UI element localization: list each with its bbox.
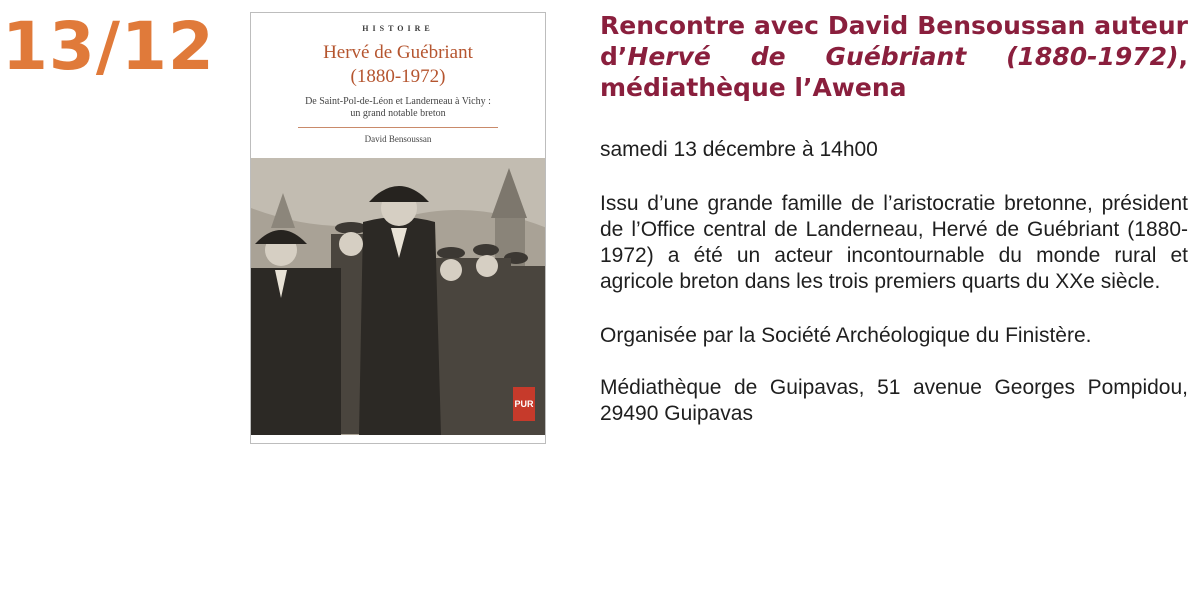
book-title xyxy=(251,41,545,89)
book-subtitle-line2: un grand notable breton xyxy=(350,108,446,119)
book-subtitle xyxy=(267,96,529,120)
event-title-book: Hervé de Guébriant (1880-1972) xyxy=(627,42,1179,71)
book-cover-photo xyxy=(251,158,546,435)
event-organiser: Organisée par la Société Archéologique du Finistère. xyxy=(600,324,1092,347)
crowd-photo-illustration xyxy=(251,158,546,435)
event-date-badge: 13/12 xyxy=(2,8,215,85)
book-subtitle-line1: De Saint-Pol-de-Léon et Landerneau à Vichy : xyxy=(305,96,491,107)
event-title-prefix: Rencontre avec David Bensoussan auteur d’ xyxy=(600,11,1188,71)
publisher-logo: PUR xyxy=(513,387,535,421)
event-description: Issu d’une grande famille de l’aristocratie bretonne, président de l’Office central de Landerneau, Hervé de Guébriant (1880-1972) a été un acteur incontournable du monde rural et agricole breton dans les trois premiers quarts du XXe siècle. xyxy=(600,192,1188,293)
book-title-line1: Hervé de Guébriant xyxy=(323,42,473,63)
book-cover xyxy=(250,12,546,444)
book-title-line2: (1880-1972) xyxy=(350,66,446,87)
book-author: David Bensoussan xyxy=(364,134,432,144)
book-series-label: HISTOIRE xyxy=(362,24,434,33)
venue-name: Médiathèque de Guipavas, xyxy=(600,376,865,399)
venue-address: 51 avenue Georges Pompidou, 29490 Guipavas xyxy=(600,376,1188,425)
event-title xyxy=(600,10,1188,103)
event-venue xyxy=(600,375,1188,427)
event-title-suffix: , médiathèque l’Awena xyxy=(600,42,1188,102)
event-details xyxy=(600,10,1188,427)
event-datetime: samedi 13 décembre à 14h00 xyxy=(600,138,878,161)
book-cover-header xyxy=(251,13,545,158)
book-cover-divider xyxy=(298,127,498,128)
